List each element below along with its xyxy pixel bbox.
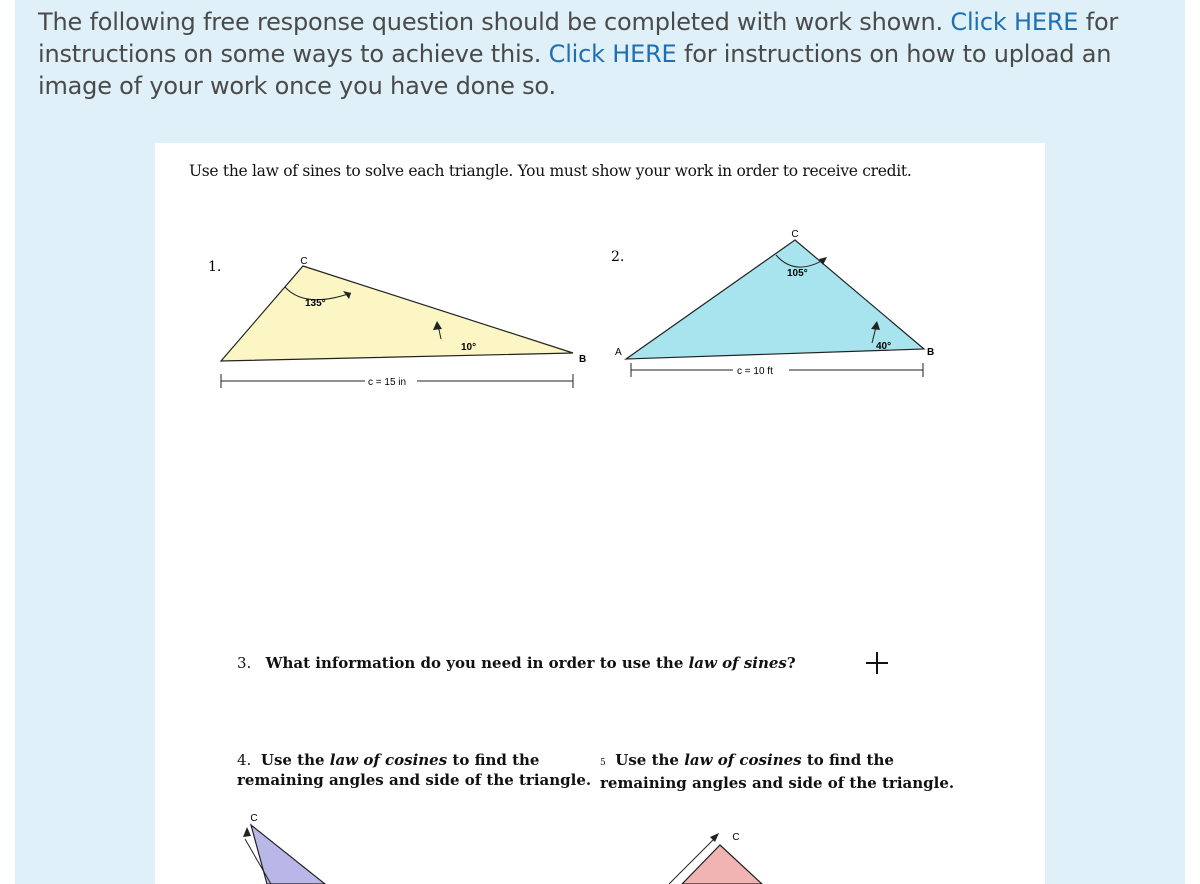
instructions-text-2: for instructions on some ways to achieve this. <box>38 8 1119 68</box>
problem-5-italic: law of cosines <box>684 751 802 769</box>
problem-2-number: 2. <box>611 249 625 265</box>
triangle-5-vertex-c: C <box>732 832 740 843</box>
problem-4-italic: law of cosines <box>329 751 448 769</box>
problem-3-italic: law of sines <box>688 654 787 672</box>
triangle-2-angle-c: 105° <box>787 268 808 279</box>
plus-icon[interactable] <box>862 648 892 678</box>
instructions-link-2[interactable]: Click HERE <box>548 40 677 68</box>
triangle-4 <box>251 825 325 884</box>
problem-5-number: 5 <box>600 758 606 768</box>
problem-1-number: 1. <box>208 259 222 275</box>
triangle-4-vertex-c: C <box>250 813 258 824</box>
triangle-2-angle-b: 40° <box>876 341 892 352</box>
problem-3-text-after: ? <box>786 654 796 672</box>
worksheet-header: Use the law of sines to solve each triangle. You must show your work in order to receive credit. <box>189 162 912 180</box>
triangle-2-vertex-c: C <box>791 229 799 240</box>
triangle-2-vertex-b: B <box>927 347 935 358</box>
problem-3 <box>237 653 796 673</box>
worksheet-image <box>155 143 1045 884</box>
problem-4-text-after: to find the remaining angles and side of the triangle. <box>237 751 592 789</box>
problem-4-number: 4. <box>237 751 252 769</box>
instructions-link-1[interactable]: Click HERE <box>950 8 1079 36</box>
triangle-1-side-label: c = 15 in <box>368 377 407 388</box>
question-instructions <box>38 6 1168 102</box>
triangle-2-vertex-a: A <box>615 347 622 358</box>
instructions-text-3: for instructions on how to upload an image of your work once you have done so. <box>38 40 1112 100</box>
triangle-1-vertex-b: B <box>579 354 587 365</box>
instructions-text-1: The following free response question should be completed with work shown. <box>38 8 951 36</box>
problem-4-text-before: Use the <box>260 751 330 769</box>
problem-5-text-before: Use the <box>615 751 685 769</box>
triangle-1-angle-c: 135° <box>305 298 326 309</box>
triangle-5 <box>682 845 762 884</box>
triangle-5-arrow <box>710 833 719 842</box>
problem-5-text-after: to find the remaining angles and side of the triangle. <box>600 751 955 792</box>
problem-5 <box>600 750 980 793</box>
problem-3-text-before: What information do you need in order to use the <box>265 654 689 672</box>
triangle-1-vertex-c: C <box>300 256 308 267</box>
triangle-2-side-label: c = 10 ft <box>737 366 773 377</box>
problem-3-number: 3. <box>237 654 252 672</box>
triangle-1-angle-b: 10° <box>461 342 477 353</box>
triangle-4-arrow <box>243 827 251 837</box>
problem-4 <box>237 750 617 790</box>
triangle-1 <box>221 266 573 361</box>
